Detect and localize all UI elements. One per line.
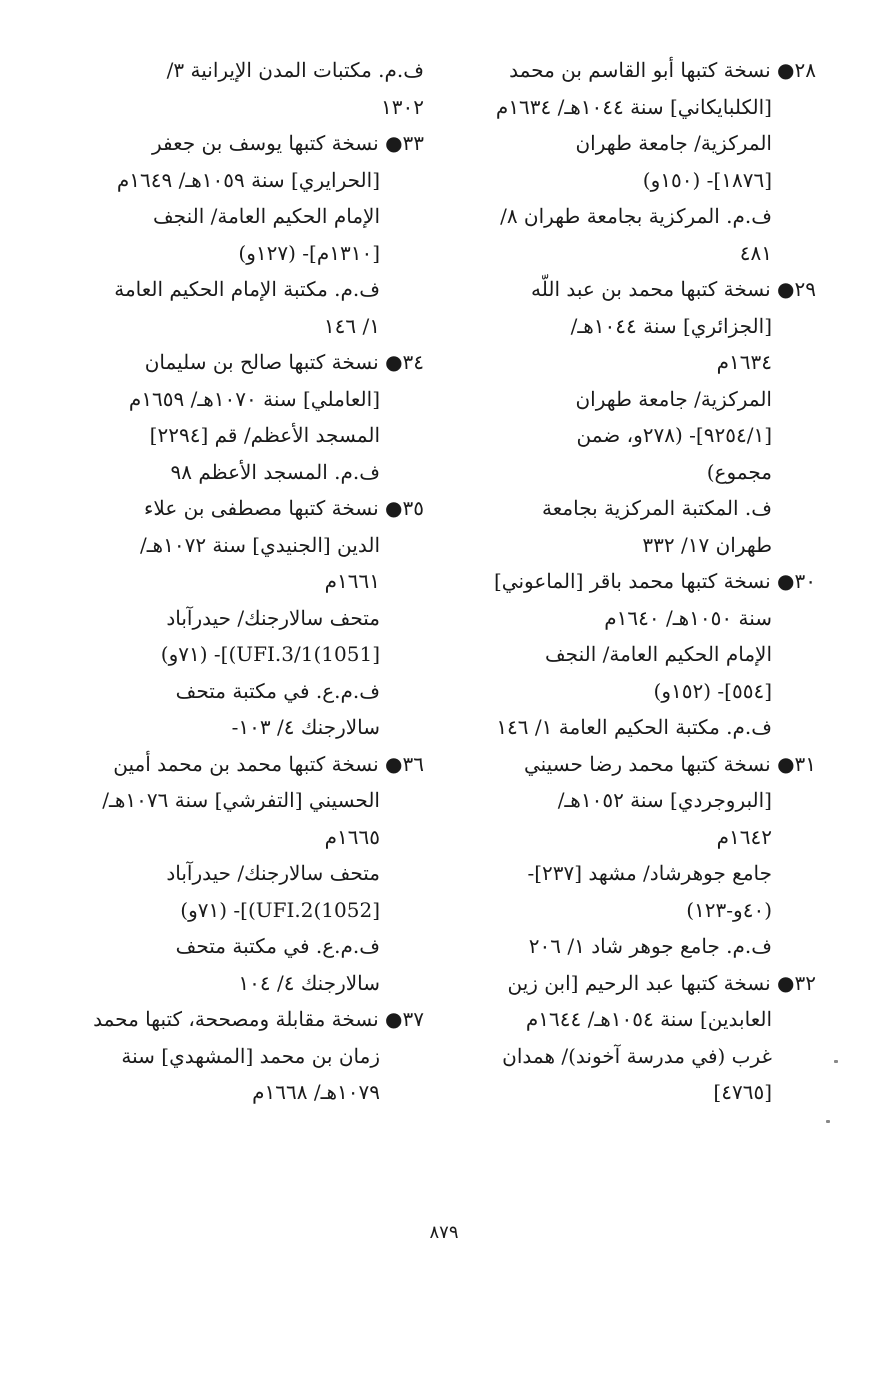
entry-line: الحسيني [التفرشي] سنة ١٠٧٦هـ/ — [102, 788, 380, 812]
entry-line: [الجزائري] سنة ١٠٤٤هـ/ — [570, 313, 772, 338]
entry-line: سالارجنك ٤/ ١٠٤ — [238, 970, 380, 995]
catalog-entry — [72, 746, 424, 1002]
catalog-entry — [458, 563, 816, 746]
entry-line: ٣١● نسخة كتبها محمد رضا حسيني — [523, 751, 816, 776]
right-column — [458, 52, 816, 1111]
entry-line: غرب (في مدرسة آخوند)/ همدان — [502, 1043, 772, 1068]
entry-line: ف. المكتبة المركزية بجامعة — [542, 496, 772, 520]
entry-line: ١٠٧٩هـ/ ١٦٦٨م — [252, 1080, 380, 1104]
entry-line: ١٦٣٤م — [716, 350, 772, 374]
entry-line: [1052)UFI.2)]- (٧١و) — [180, 897, 380, 922]
entry-line: ٢٨● نسخة كتبها أبو القاسم بن محمد — [509, 58, 816, 82]
entry-line: طهران ١٧/ ٣٣٢ — [642, 532, 772, 557]
catalog-entry — [458, 746, 816, 965]
catalog-entry — [72, 125, 424, 344]
entry-line: ٣٦● نسخة كتبها محمد بن محمد أمين — [113, 751, 424, 776]
entry-line: [٥٥٤]- (١٥٢و) — [653, 678, 772, 703]
entry-line: ف.م. مكتبة الحكيم العامة ١/ ١٤٦ — [496, 715, 772, 739]
catalog-entry — [458, 271, 816, 563]
entry-line: [الكلبايكاني] سنة ١٠٤٤هـ/ ١٦٣٤م — [495, 94, 772, 119]
entry-line: سنة ١٠٥٠هـ/ ١٦٤٠م — [604, 605, 772, 630]
entry-line: ٣٥● نسخة كتبها مصطفى بن علاء — [144, 496, 424, 520]
entry-line: ف.م. المسجد الأعظم ٩٨ — [170, 459, 380, 484]
entry-line: [١٨٧٦]- (١٥٠و) — [642, 167, 772, 192]
entry-line: ف.م. المركزية بجامعة طهران ٨/ — [500, 204, 772, 228]
entry-line: ١٦٦١م — [324, 569, 380, 593]
entry-line: ف.م.ع. في مكتبة متحف — [175, 678, 380, 703]
scan-speck — [834, 1060, 838, 1063]
entry-line: [الحرايري] سنة ١٠٥٩هـ/ ١٦٤٩م — [116, 167, 380, 192]
catalog-entry — [72, 52, 424, 125]
left-column — [72, 52, 424, 1111]
catalog-entry — [458, 965, 816, 1111]
entry-line: [٩٢٥٤/١]- (٢٧٨و، ضمن — [576, 423, 772, 447]
entry-line: ٣٣● نسخة كتبها يوسف بن جعفر — [152, 131, 424, 155]
page-number: ٨٧٩ — [429, 1222, 459, 1243]
entry-line: متحف سالارجنك/ حيدرآباد — [166, 861, 380, 885]
entry-line: سالارجنك ٤/ ١٠٣- — [231, 715, 380, 739]
catalog-entry — [458, 52, 816, 271]
entry-line: العابدين] سنة ١٠٥٤هـ/ ١٦٤٤م — [525, 1007, 772, 1031]
catalog-entry — [72, 490, 424, 746]
entry-line: ١/ ١٤٦ — [323, 313, 380, 338]
entry-line: [البروجردي] سنة ١٠٥٢هـ/ — [557, 788, 772, 812]
entry-line: ١٦٤٢م — [716, 824, 772, 849]
entry-line: الدين [الجنيدي] سنة ١٠٧٢هـ/ — [139, 532, 380, 557]
entry-line: المركزية/ جامعة طهران — [575, 131, 772, 155]
scan-speck — [826, 1120, 830, 1123]
entry-line: [1051)UFI.3/1)]- (٧١و) — [160, 642, 380, 666]
entry-line: المركزية/ جامعة طهران — [575, 386, 772, 411]
entry-line: ١٦٦٥م — [324, 824, 380, 849]
entry-line: الإمام الحكيم العامة/ النجف — [544, 642, 772, 666]
entry-line: [١٣١٠م]- (١٢٧و) — [238, 240, 380, 265]
entry-line: (٤٠و-١٢٣) — [686, 897, 772, 922]
entry-line: ٣٤● نسخة كتبها صالح بن سليمان — [144, 350, 424, 374]
catalog-entry — [72, 344, 424, 490]
entry-line: الإمام الحكيم العامة/ النجف — [152, 204, 380, 228]
entry-line: ٣٢● نسخة كتبها عبد الرحيم [ابن زين — [507, 970, 816, 995]
entry-line: ف.م. مكتبة الإمام الحكيم العامة — [114, 277, 380, 301]
catalog-entry — [72, 1001, 424, 1111]
entry-line: ف.م. مكتبات المدن الإيرانية ٣/ — [166, 58, 424, 82]
entry-line: ف.م. جامع جوهر شاد ١/ ٢٠٦ — [528, 934, 772, 958]
entry-line: ف.م.ع. في مكتبة متحف — [175, 934, 380, 958]
entry-line: ٣٠● نسخة كتبها محمد باقر [الماعوني] — [493, 569, 816, 593]
entry-line: زمان بن محمد [المشهدي] سنة — [121, 1043, 380, 1068]
entry-line: متحف سالارجنك/ حيدرآباد — [166, 605, 380, 630]
entry-line: ٣٧● نسخة مقابلة ومصححة، كتبها محمد — [93, 1007, 424, 1031]
entry-line: ٤٨١ — [739, 240, 772, 265]
entry-line: [٤٧٦٥] — [713, 1080, 772, 1104]
entry-line: جامع جوهرشاد/ مشهد [٢٣٧]- — [527, 861, 772, 885]
entry-line: ٢٩● نسخة كتبها محمد بن عبد اللّه — [531, 277, 816, 301]
entry-line: ١٣٠٢ — [381, 94, 424, 119]
entry-line: المسجد الأعظم/ قم [٢٢٩٤] — [149, 423, 380, 447]
entry-line: مجموع) — [706, 459, 772, 484]
entry-line: [العاملي] سنة ١٠٧٠هـ/ ١٦٥٩م — [128, 386, 380, 411]
